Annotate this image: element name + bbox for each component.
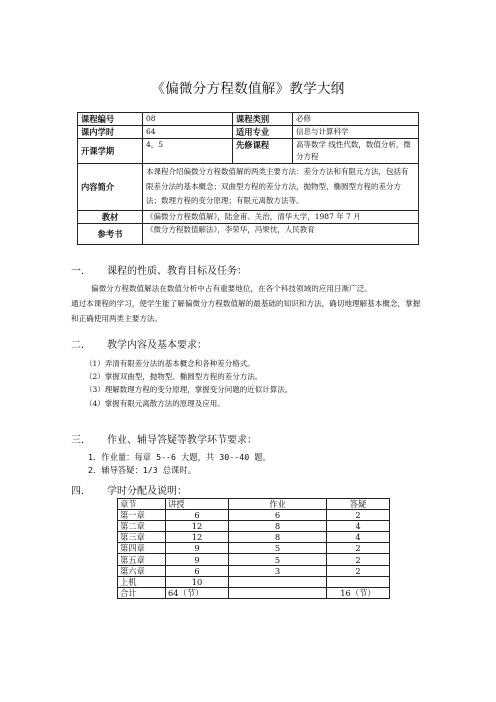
homework-cell: 5 bbox=[229, 554, 327, 565]
lecture-cell: 6 bbox=[166, 565, 229, 576]
table-row bbox=[118, 554, 390, 565]
header-qa: 答疑 bbox=[327, 499, 390, 510]
list-item: （3）理解数理方程的变分原理，掌握变分问题的近似计算法。 bbox=[85, 385, 293, 395]
homework-cell: 8 bbox=[229, 521, 327, 532]
section-2-number: 二． bbox=[71, 340, 91, 351]
course-code-value: 08 bbox=[143, 113, 233, 126]
hours-label: 课内学时 bbox=[78, 126, 143, 139]
info-row bbox=[78, 210, 419, 223]
qa-cell bbox=[327, 576, 390, 587]
lecture-cell: 12 bbox=[166, 521, 229, 532]
homework-cell: 5 bbox=[229, 543, 327, 554]
section-2-heading bbox=[71, 336, 207, 351]
table-row bbox=[118, 532, 390, 543]
chapter-cell: 上机 bbox=[118, 576, 166, 587]
section-2-list bbox=[85, 357, 292, 410]
table-row bbox=[118, 576, 390, 587]
section-3-list bbox=[88, 451, 271, 476]
info-row bbox=[78, 223, 419, 244]
list-item: 2．辅导答疑：1/3 总课时。 bbox=[88, 464, 196, 475]
qa-cell: 2 bbox=[327, 565, 390, 576]
section-4-number: 四． bbox=[71, 486, 91, 497]
homework-cell: 6 bbox=[229, 510, 327, 521]
qa-cell: 16（节） bbox=[327, 587, 390, 598]
course-type-value: 必修 bbox=[293, 113, 419, 126]
section-3-heading bbox=[71, 431, 257, 446]
qa-cell: 2 bbox=[327, 510, 390, 521]
qa-cell: 4 bbox=[327, 521, 390, 532]
qa-cell: 2 bbox=[327, 543, 390, 554]
hours-table bbox=[117, 498, 390, 599]
intro-value: 本课程介绍偏微分方程数值解的两类主要方法：差分方法和有限元方法，包括有限差分法的基本概念；双曲型方程的差分方法，抛物型、椭圆型方程的差分方法；数理方程的变分原理；有限元离散方法等。 bbox=[143, 164, 419, 211]
header-chapter: 章节 bbox=[118, 499, 166, 510]
list-item: （4）掌握有限元离散方法的原理及应用。 bbox=[85, 398, 225, 408]
section-4-title: 学时分配及说明： bbox=[107, 486, 187, 497]
lecture-cell: 10 bbox=[166, 576, 229, 587]
section-1-para-2: 通过本课程的学习，使学生能了解偏微分方程数值解的最基础的知识和方法，确切地理解基本概念，掌握和正确使用两类主要方法。 bbox=[71, 298, 421, 323]
section-3-title: 作业、辅导答疑等教学环节要求： bbox=[107, 435, 257, 446]
lecture-cell: 9 bbox=[166, 543, 229, 554]
page-title: 《偏微分方程数值解》教学大纲 bbox=[151, 81, 345, 97]
section-1-title: 课程的性质、教育目标及任务： bbox=[107, 266, 247, 277]
lecture-cell: 12 bbox=[166, 532, 229, 543]
section-2-title: 教学内容及基本要求： bbox=[107, 340, 207, 351]
lecture-cell: 6 bbox=[166, 510, 229, 521]
prereq-label: 先修课程 bbox=[233, 139, 293, 164]
semester-label: 开课学期 bbox=[78, 139, 143, 164]
table-row bbox=[118, 510, 390, 521]
course-type-label: 课程类别 bbox=[233, 113, 293, 126]
section-1-para-1: 偏微分方程数值解法在数值分析中占有重要地位，在各个科技领域的应用日渐广泛。 bbox=[91, 284, 372, 293]
list-item: 1．作业量：每章 5--6 大题，共 30--40 题。 bbox=[88, 452, 271, 462]
table-row bbox=[118, 543, 390, 554]
reference-value: 《微分方程数值解法》，李荣华，冯果忱，人民教育 bbox=[143, 223, 419, 244]
section-1-heading bbox=[71, 262, 247, 277]
table-header-row bbox=[118, 499, 390, 510]
qa-cell: 2 bbox=[327, 554, 390, 565]
homework-cell bbox=[229, 576, 327, 587]
table-row bbox=[118, 521, 390, 532]
list-item: （2）掌握双曲型，抛物型、椭圆型方程的差分方法。 bbox=[85, 372, 263, 382]
header-lecture: 讲授 bbox=[166, 499, 229, 510]
intro-label: 内容简介 bbox=[78, 164, 143, 211]
reference-label: 参考书 bbox=[78, 223, 143, 244]
section-4-heading bbox=[71, 482, 187, 497]
lecture-cell: 9 bbox=[166, 554, 229, 565]
chapter-cell: 第五章 bbox=[118, 554, 166, 565]
table-row bbox=[118, 565, 390, 576]
course-info-table bbox=[77, 112, 419, 245]
info-row bbox=[78, 113, 419, 126]
qa-cell: 4 bbox=[327, 532, 390, 543]
semester-value: 4，5 bbox=[143, 139, 233, 164]
chapter-cell: 第三章 bbox=[118, 532, 166, 543]
chapter-cell: 第一章 bbox=[118, 510, 166, 521]
section-1-body bbox=[71, 282, 421, 326]
major-value: 信息与计算科学 bbox=[293, 126, 419, 139]
info-row bbox=[78, 139, 419, 164]
chapter-cell: 第二章 bbox=[118, 521, 166, 532]
course-code-label: 课程编号 bbox=[78, 113, 143, 126]
textbook-value: 《偏微分方程数值解》，陆金甫、关治，清华大学，1987 年 7 月 bbox=[143, 210, 419, 223]
homework-cell: 8 bbox=[229, 532, 327, 543]
lecture-cell: 64（节） bbox=[166, 587, 229, 598]
homework-cell bbox=[229, 587, 327, 598]
prereq-value: 高等数学 线性代数，数值分析，微分方程 bbox=[293, 139, 419, 164]
major-label: 适用专业 bbox=[233, 126, 293, 139]
info-row bbox=[78, 126, 419, 139]
hours-value: 64 bbox=[143, 126, 233, 139]
homework-cell: 3 bbox=[229, 565, 327, 576]
table-total-row bbox=[118, 587, 390, 598]
list-item: （1）弄清有限差分法的基本概念和各种差分格式。 bbox=[85, 359, 255, 368]
chapter-cell: 合计 bbox=[118, 587, 166, 598]
section-3-number: 三． bbox=[71, 435, 91, 446]
header-homework: 作业 bbox=[229, 499, 327, 510]
section-1-number: 一． bbox=[71, 266, 91, 277]
chapter-cell: 第四章 bbox=[118, 543, 166, 554]
info-row bbox=[78, 164, 419, 211]
textbook-label: 教材 bbox=[78, 210, 143, 223]
chapter-cell: 第六章 bbox=[118, 565, 166, 576]
